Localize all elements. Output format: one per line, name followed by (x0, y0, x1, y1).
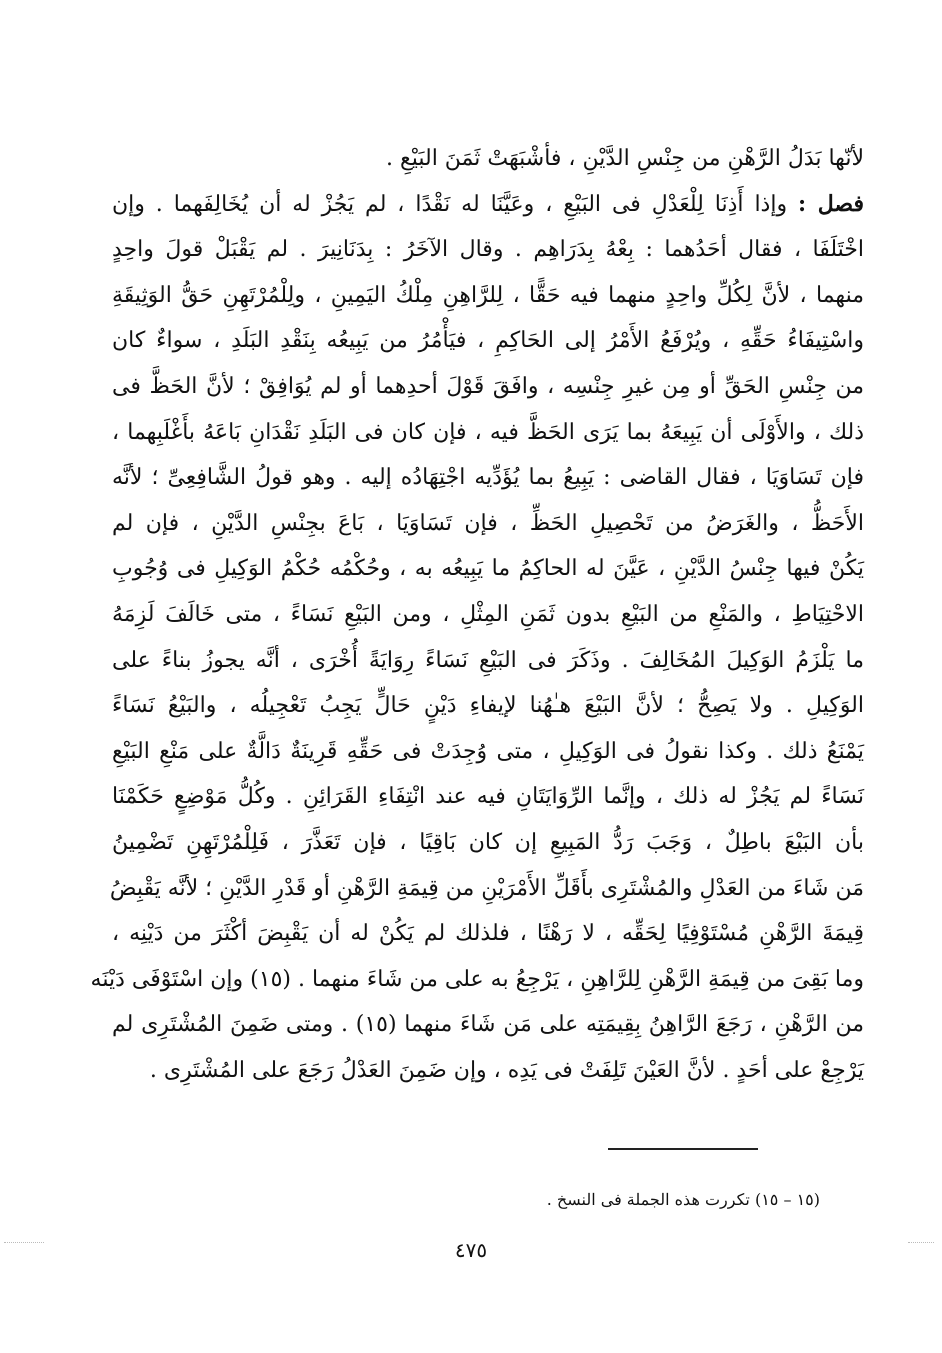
text-line: مَن شَاءَ من العَدْلِ والمُشْتَرِى بأَقَلِّ الأَمْرَيْنِ من قِيمَةِ الرَّهْنِ أو قَدْرِ الدَّيْنِ ؛ لأنَّه يَقْبِضُ (109, 875, 864, 901)
text-line: اخْتَلَفَا ، فقال أحَدُهما : بِعْهُ بِدَرَاهِم . وقال الآخَرُ : بِدَنَانِيرَ . لم يَقْبَلْ قولَ واحِدٍ (112, 237, 864, 263)
text-line: من جِنْسِ الحَقِّ أو مِن غيرِ جِنْسِه ، وافَقَ قَوْلَ أحدِهما أو لم يُوَافِقْ ؛ لأنَّ الحَظَّ فى (112, 373, 864, 399)
text-line: يَمْنَعُ ذلك . وكذا نقولُ فى الوَكِيلِ ، متى وُجِدَتْ فى حَقِّهِ قَرِينَةٌ دَالَّةٌ على مَنْعِ البَيْعِ (112, 738, 864, 764)
text-line (112, 182, 864, 228)
text-line: يَرْجِعْ على أحَدٍ . لأنَّ العَيْنَ تَلِفَتْ فى يَدِه ، وإن ضَمِنَ العَدْلُ رَجَعَ على المُشْتَرِى . (149, 1057, 864, 1083)
text-line: يَكُنْ فيها جِنْسُ الدَّيْنِ ، عَيَّنَ له الحاكِمُ ما يَبِيعُه به ، وحُكْمُه حُكْمُ الوَكِيلِ فى وُجُوبِ (112, 556, 864, 582)
text-line: ذلك ، والأَوْلَى أن يَبِيعَهُ بما يَرَى الحَظَّ فيه ، فإن كان فى البَلَدِ نَقْدَانِ بَاعَهُ بأَغْلَبِهما ، (112, 419, 864, 445)
text-line: وما بَقِىَ من قِيمَةِ الرَّهْنِ لِلرَّاهِنِ ، يَرْجِعُ به على من شَاءَ منهما . (١٥) وإن اسْتَوْفَى دَيْنَه (90, 966, 864, 992)
text-line: لأنّها بَدَلُ الرَّهْنِ من جِنْسِ الدَّيْنِ ، فأشْبَهَتْ ثَمَنَ البَيْعِ . (386, 146, 864, 171)
text-line: ما يَلْزَمُ الوَكِيلَ المُخَالِفَ . وذَكَرَ فى البَيْعِ نَسَاءً رِوَايَةً أُخْرَى ، أنَّه يجوزُ بناءً على (112, 647, 864, 673)
text-line: الأَحَظُّ ، والغَرَضُ من تَحْصِيلِ الحَظِّ ، فإن تَسَاوَيَا ، بَاعَ بجِنْسِ الدَّيْنِ ، فإن لم (112, 510, 864, 536)
footnote: (١٥ – ١٥) تكررت هذه الجملة فى النسخ . (546, 1190, 820, 1209)
text-line-content: وإذا أَذِنَا لِلْعَدْلِ فى البَيْعِ ، وعَيَّنَا له نَقْدًا ، لم يَجُزْ له أن يُخَالِفَهما . وإن (112, 191, 788, 217)
scan-margin-mark (908, 1242, 934, 1249)
text-line: فإن تَسَاوَيَا ، فقال القاضى : يَبِيعُ بما يُؤَدِّيه اجْتِهَادُه إليه . وهو قولُ الشَّافِعِىِّ ؛ لأنَّه (112, 465, 864, 491)
text-line: نَسَاءً لم يَجُزْ له ذلك ، وإنَّما الرِّوَايَتَانِ فيه عند انْتِفَاءِ القَرَائِنِ . وكُلُّ مَوْضِعٍ حَكَمْنَا (112, 784, 864, 810)
scan-margin-mark (4, 1242, 44, 1249)
text-line: منهما ، لأنَّ لِكُلِّ واحِدٍ منهما فيه حَقًّا ، لِلرَّاهِنِ مِلْكُ اليَمِينِ ، ولِلْمُرْتَهِنِ حَقُّ الوَثِيقَةِ (112, 282, 864, 308)
text-line: الاحْتِيَاطِ ، والمَنْعِ من البَيْعِ بدون ثَمَنِ المِثْلِ ، ومن البَيْعِ نَسَاءً ، متى خَالَفَ لَزِمَهُ (112, 601, 864, 627)
section-heading-word: فصل : (798, 190, 864, 217)
text-line: واسْتِيفَاءُ حَقِّهِ ، ويُرْفَعُ الأَمْرُ إلى الحَاكِمِ ، فيَأْمُرُ من يَبِيعُه بِنَقْدِ البَلَدِ ، سواءٌ كان (112, 328, 864, 354)
footnote-divider (608, 1148, 758, 1150)
text-line: قِيمَةَ الرَّهْنِ مُسْتَوْفِيًا لِحَقِّه ، لا رَهْنًا ، فلذلك لم يَكُنْ له أن يَقْبِضَ أكْثَرَ من دَيْنِه ، (112, 921, 864, 947)
text-line: الوَكِيلِ . ولا يَصِحُّ ؛ لأنَّ البَيْعَ هـٰهُنا لإيفاءِ دَيْنٍ حَالٍّ يَجِبُ تَعْجِيلُه ، والبَيْعُ نَسَاءً (112, 693, 864, 719)
text-line: بأن البَيْعَ باطِلٌ ، وَجَبَ رَدُّ المَبِيعِ إن كان بَاقِيًا ، فإن تَعَذَّرَ ، فَلِلْمُرْتَهِنِ تَضْمِينُ (112, 829, 864, 855)
page-number: ٤٧٥ (454, 1238, 488, 1262)
body-text (90, 136, 864, 1093)
text-line: من الرَّهْنِ ، رَجَعَ الرَّاهِنُ بِقِيمَتِه على مَن شَاءَ منهما (١٥) . ومتى ضَمِنَ المُشْتَرِى لم (112, 1012, 864, 1038)
